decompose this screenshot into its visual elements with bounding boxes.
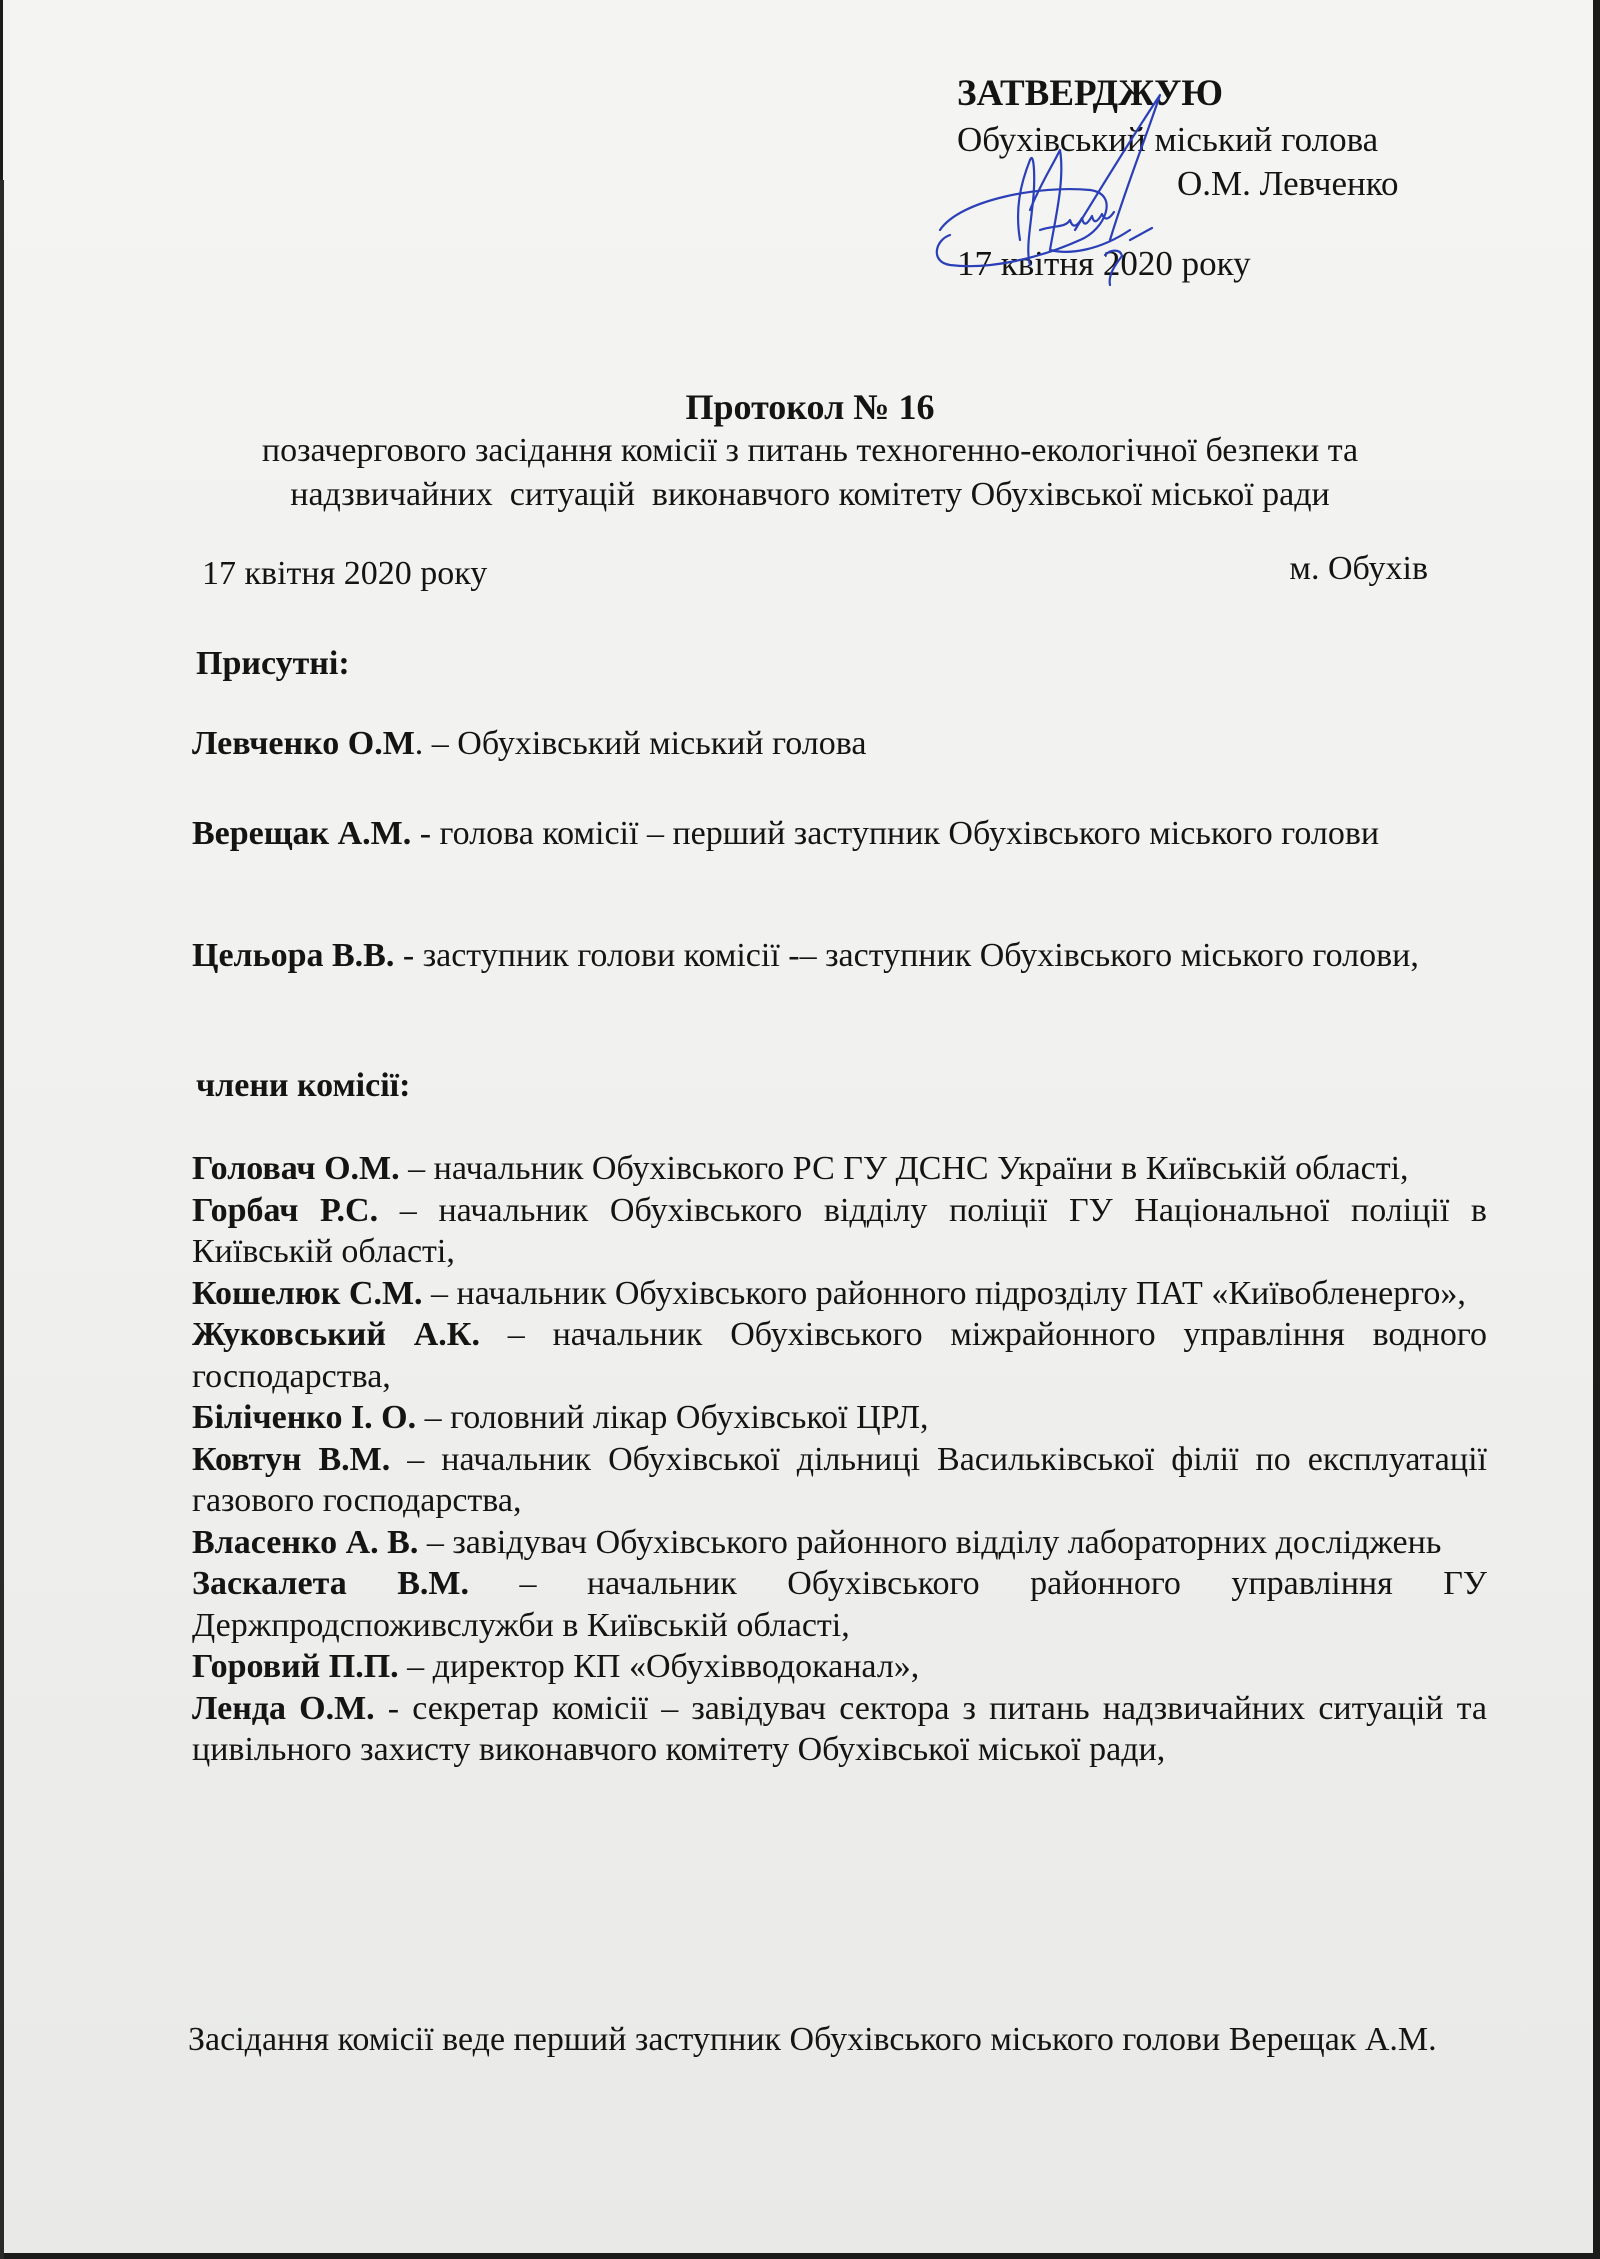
approval-title: ЗАТВЕРДЖУЮ xyxy=(957,73,1224,114)
document-header xyxy=(160,385,1460,517)
person-name: Левченко О.М xyxy=(192,725,415,762)
person-name: Власенко А. В. xyxy=(192,1523,419,1561)
present-entry xyxy=(192,722,1487,766)
approval-position: Обухівський міський голова xyxy=(957,120,1379,159)
members-list xyxy=(192,1148,1487,1771)
person-name: Біліченко І. О. xyxy=(192,1399,417,1436)
closing-paragraph xyxy=(188,2018,1488,2062)
meeting-place: м. Обухів xyxy=(1289,550,1428,587)
person-role: начальник Обухівського міжрайонного управління водного господарства, xyxy=(192,1316,1488,1395)
member-entry xyxy=(192,1397,1487,1439)
person-separator: – xyxy=(418,1523,453,1561)
person-role: начальник Обухівського РС ГУ ДСНС України в Київській області, xyxy=(433,1150,1409,1187)
person-separator: – xyxy=(399,1150,434,1187)
person-name: Верещак А.М. xyxy=(192,815,412,852)
person-role: начальник Обухівського відділу поліції ГУ Національної поліції в Київській області, xyxy=(192,1191,1487,1270)
member-entry xyxy=(192,1314,1487,1397)
document-subtitle-line-2: надзвичайних ситуацій виконавчого комітету Обухівської міської ради xyxy=(290,476,1330,513)
person-separator: – xyxy=(468,1565,587,1602)
person-separator: - xyxy=(394,937,423,974)
person-separator: . – xyxy=(414,725,458,762)
person-separator: – xyxy=(422,1274,457,1312)
member-entry xyxy=(192,1273,1487,1315)
person-separator: – xyxy=(416,1399,451,1436)
person-name: Головач О.М. xyxy=(192,1150,400,1187)
person-name: Жуковський А.К. xyxy=(192,1316,480,1353)
person-separator: – xyxy=(479,1316,553,1353)
person-role: начальник Обухівського районного управління ГУ Держпродспоживслужби в Київській області, xyxy=(192,1565,1487,1644)
present-entry xyxy=(192,934,1487,978)
person-role: секретар комісії – завідувач сектора з питань надзвичайних ситуацій та цивільного захисту виконавчого комітету Обухівської міської ради, xyxy=(192,1689,1488,1768)
paper-edge-shadow xyxy=(0,180,4,2259)
person-separator: - xyxy=(374,1689,413,1727)
person-role: головний лікар Обухівської ЦРЛ, xyxy=(450,1399,929,1436)
person-role: завідувач Обухівського районного відділу лабораторних досліджень xyxy=(452,1523,1442,1561)
person-name: Горовий П.П. xyxy=(192,1648,399,1685)
member-entry xyxy=(192,1688,1487,1771)
person-role: голова комісії – перший заступник Обухівського міського голови xyxy=(439,815,1380,852)
member-entry xyxy=(192,1563,1487,1646)
person-role: Обухівський міський голова xyxy=(457,725,867,762)
present-entry xyxy=(192,812,1487,856)
member-entry xyxy=(192,1148,1487,1190)
paper-sheet xyxy=(3,0,1593,2253)
person-name: Цельора В.В. xyxy=(192,937,395,974)
person-separator: - xyxy=(411,815,440,852)
present-heading: Присутні: xyxy=(196,645,350,682)
document-title: Протокол № 16 xyxy=(685,387,935,427)
person-name: Заскалета В.М. xyxy=(192,1565,469,1602)
person-role: начальник Обухівського районного підрозділу ПАТ «Київобленерго», xyxy=(456,1274,1466,1312)
person-name: Кошелюк С.М. xyxy=(192,1274,423,1312)
person-name: Горбач Р.С. xyxy=(192,1191,379,1229)
person-separator: – xyxy=(398,1648,433,1685)
person-role: заступник голови комісії -– заступник Обухівського міського голови, xyxy=(422,937,1419,974)
member-entry xyxy=(192,1522,1487,1564)
closing-text: Засідання комісії веде перший заступник Обухівського міського голови Верещак А.М. xyxy=(188,2021,1437,2058)
approval-name: О.М. Левченко xyxy=(1177,164,1399,203)
person-name: Ленда О.М. xyxy=(192,1689,375,1727)
document-subtitle-line-1: позачергового засідання комісії з питань техногенно-екологічної безпеки та xyxy=(261,432,1359,469)
person-name: Ковтун В.М. xyxy=(192,1440,391,1478)
member-entry xyxy=(192,1646,1487,1688)
members-heading: члени комісії: xyxy=(196,1067,411,1104)
person-role: начальник Обухівської дільниці Васильківської філії по експлуатації газового господарства, xyxy=(192,1440,1487,1519)
member-entry xyxy=(192,1190,1487,1273)
person-separator: – xyxy=(390,1440,442,1478)
meeting-date: 17 квітня 2020 року xyxy=(202,555,488,592)
approval-date: 17 квітня 2020 року xyxy=(957,244,1251,283)
member-entry xyxy=(192,1439,1487,1522)
person-separator: – xyxy=(378,1191,439,1229)
person-role: директор КП «Обухівводоканал», xyxy=(432,1648,920,1685)
